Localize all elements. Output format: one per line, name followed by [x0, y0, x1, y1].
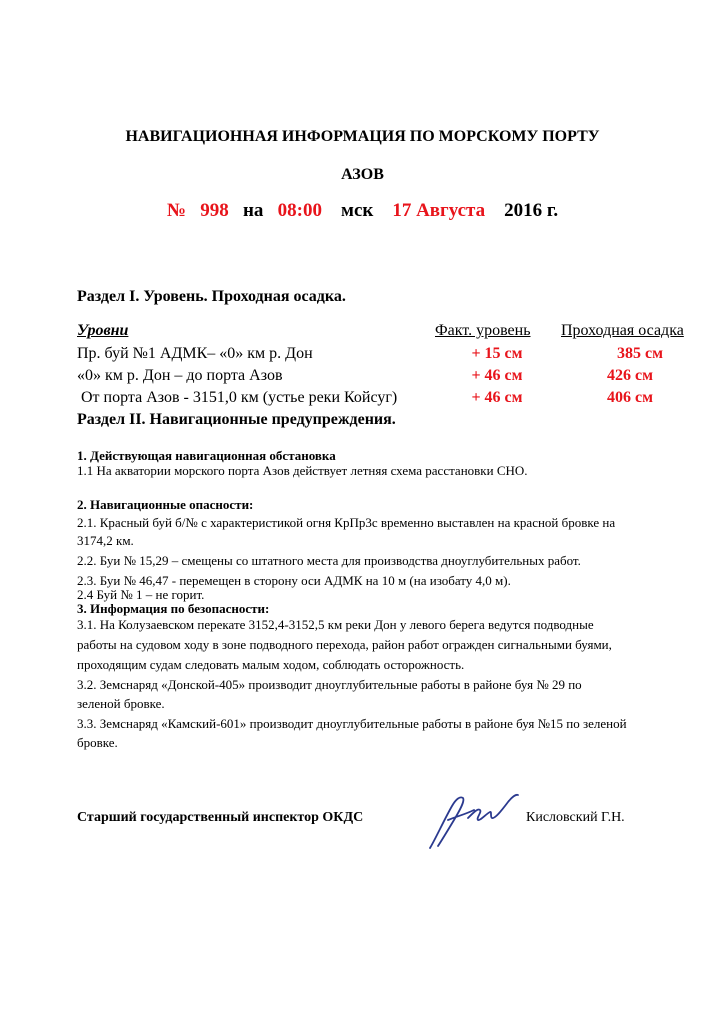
safety-item-cont: зеленой бровке. [77, 696, 165, 711]
bulletin-time: 08:00 [277, 200, 322, 221]
document-title: НАВИГАЦИОННАЯ ИНФОРМАЦИЯ ПО МОРСКОМУ ПОРТУ [125, 128, 600, 145]
at-word: на [242, 200, 264, 221]
warning-item: 2.1. Красный буй б/№ с характеристикой огня КрПр3с временно выставлен на красной бровке на [77, 515, 616, 530]
level-row-fact: + 46 см [471, 389, 523, 406]
subsection-2-title: 2. Навигационные опасности: [77, 497, 254, 512]
warning-item: 2.3. Буи № 46,47 - перемещен в сторону оси АДМК на 10 м (на изобату 4,0 м). [77, 573, 511, 588]
safety-item-cont: работы на судовом ходу в зоне подводного перехода, район работ огражден сигнальными буями, [77, 637, 612, 652]
safety-item-cont: проходящим судам следовать малым ходом, соблюдать осторожность. [77, 657, 465, 672]
number-prefix: № [166, 200, 186, 221]
safety-item: 3.3. Земснаряд «Камский-601» производит дноуглубительные работы в районе буя №15 по зеленой [77, 716, 627, 731]
bulletin-year: 2016 г. [504, 200, 559, 221]
level-row-name: «0» км р. Дон – до порта Азов [77, 367, 283, 384]
level-row-draft: 385 см [617, 345, 663, 362]
level-row-fact: + 46 см [471, 367, 523, 384]
warning-item-cont: 3174,2 км. [77, 533, 134, 548]
inspector-position: Старший государственный инспектор ОКДС [77, 810, 364, 825]
inspector-name: Кисловский Г.Н. [526, 810, 625, 825]
subsection-3-title: 3. Информация по безопасности: [77, 601, 270, 616]
level-row-fact: + 15 см [471, 345, 523, 362]
bulletin-number-line [0, 200, 725, 222]
section-1-title: Раздел I. Уровень. Проходная осадка. [77, 288, 346, 305]
warning-item: 2.2. Буи № 15,29 – смещены со штатного места для производства дноуглубительных работ. [77, 553, 581, 568]
safety-item: 3.2. Земснаряд «Донской-405» производит дноуглубительные работы в районе буя № 29 по [77, 677, 582, 692]
fact-level-column-header: Факт. уровень [435, 322, 531, 339]
time-zone: мск [341, 200, 374, 221]
warning-item: 1.1 На акватории морского порта Азов действует летняя схема расстановки СНО. [77, 463, 528, 478]
level-row-draft: 406 см [607, 389, 653, 406]
section-2-title: Раздел II. Навигационные предупреждения. [77, 411, 396, 428]
handwritten-signature [418, 790, 522, 854]
levels-column-header: Уровни [77, 322, 129, 339]
warning-item: 2.4 Буй № 1 – не горит. [77, 587, 205, 602]
port-name: АЗОВ [341, 166, 384, 183]
level-row-name: Пр. буй №1 АДМК– «0» км р. Дон [77, 345, 313, 362]
level-row-draft: 426 см [607, 367, 653, 384]
bulletin-number: 998 [200, 200, 229, 221]
bulletin-date: 17 Августа [392, 200, 486, 221]
level-row-name: От порта Азов - 3151,0 км (устье реки Койсуг) [81, 389, 398, 406]
safety-item: 3.1. На Колузаевском перекате 3152,4-3152,5 км реки Дон у левого берега ведутся подводные [77, 617, 594, 632]
draft-column-header: Проходная осадка [561, 322, 684, 339]
safety-item-cont: бровке. [77, 735, 118, 750]
subsection-1-title: 1. Действующая навигационная обстановка [77, 448, 336, 463]
